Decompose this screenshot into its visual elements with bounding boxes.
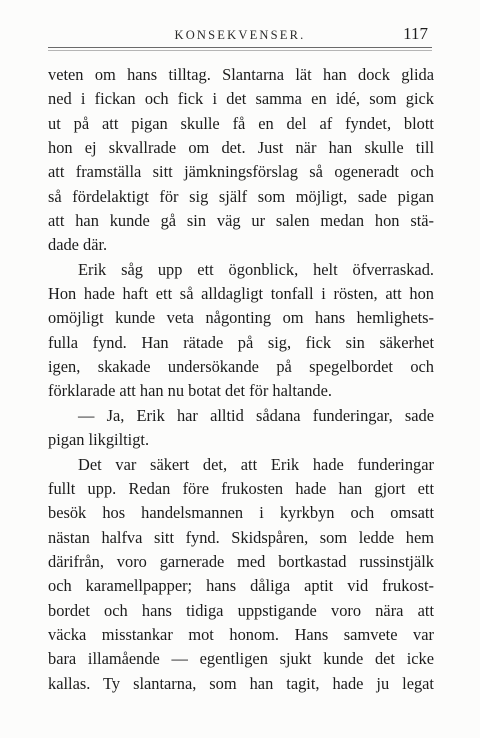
text-line: hon ej skvallrade om det. Just när han skulle till xyxy=(48,138,434,158)
running-title: KONSEKVENSER. xyxy=(174,28,306,42)
text-line: omöjligt kunde veta någonting om hans hemlighets- xyxy=(48,308,434,328)
text-line: dade där. xyxy=(48,235,108,255)
text-line: ned i fickan och fick i det samma en idé, som gick xyxy=(48,89,434,109)
text-line: att framställa sitt jämkningsförslag så ogeneradt och xyxy=(48,162,434,182)
text-line: att han kunde gå sin väg ur salen medan hon stä- xyxy=(48,211,434,231)
text-line: — Ja, Erik har alltid sådana funderingar, sade xyxy=(78,405,434,425)
text-line: pigan likgiltigt. xyxy=(48,430,150,450)
text-line: därifrån, voro garnerade med bortkastad russinstjälk xyxy=(48,551,434,571)
text-line: fullt upp. Redan före frukosten hade han gjort ett xyxy=(48,478,434,498)
text-line: igen, skakade undersökande på spegelbordet och xyxy=(48,357,434,377)
body-text xyxy=(48,63,434,696)
text-line: Erik såg upp ett ögonblick, helt öfverraskad. xyxy=(78,259,434,279)
text-line: bordet och hans tidiga uppstigande voro nära att xyxy=(48,600,434,620)
header-rule xyxy=(48,47,432,48)
header-rule-secondary xyxy=(48,50,432,51)
text-line: så fördelaktigt för sig själf som möjligt, sade pigan xyxy=(48,186,434,206)
running-head xyxy=(48,22,432,46)
text-line: Hon hade haft ett så alldagligt tonfall i rösten, att hon xyxy=(48,284,434,304)
text-line: nästan halfva sitt fynd. Skidspåren, som ledde hem xyxy=(48,527,434,547)
text-line: väcka misstankar mot honom. Hans samvete var xyxy=(48,624,434,644)
text-line: veten om hans tilltag. Slantarna lät han dock glida xyxy=(48,65,434,84)
text-line: bara illamående — egentligen sjukt kunde det icke xyxy=(48,649,434,669)
page-number: 117 xyxy=(403,24,428,43)
text-line: ut på att pigan skulle få en del af fyndet, blott xyxy=(48,113,434,133)
text-line: besök hos handelsmannen i kyrkbyn och omsatt xyxy=(48,503,434,523)
text-line: kallas. Ty slantarna, som han tagit, hade ju legat xyxy=(48,673,434,693)
text-line: Det var säkert det, att Erik hade funderingar xyxy=(78,454,434,474)
text-line: fulla fynd. Han rätade på sig, fick sin säkerhet xyxy=(48,332,434,352)
text-line: och karamellpapper; hans dåliga aptit vid frukost- xyxy=(48,576,434,596)
text-line: förklarade att han nu botat det för haltande. xyxy=(48,381,332,401)
